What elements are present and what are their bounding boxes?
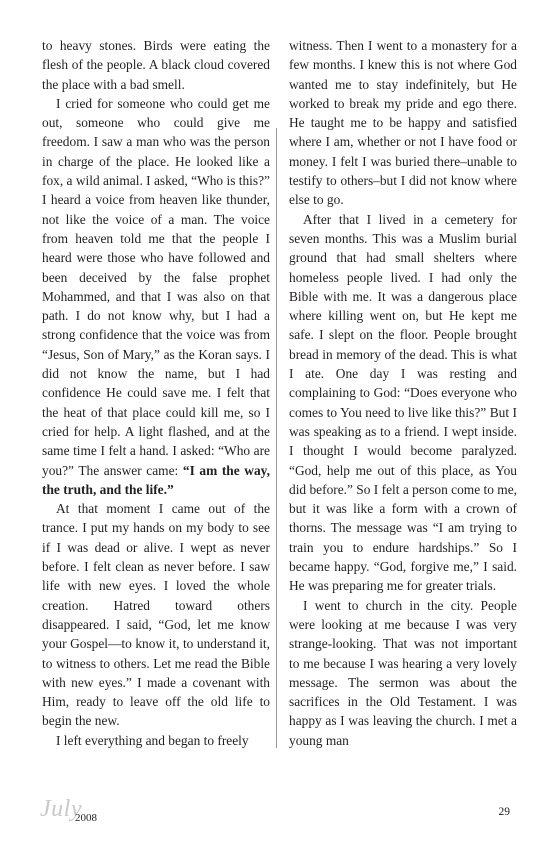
page-number: 29 — [498, 806, 510, 818]
left-column — [42, 36, 270, 750]
footer-month: July — [40, 796, 82, 822]
paragraph: witness. Then I went to a monastery for a few months. I knew this is not where God wanted me to stay indefinitely, but He worked to break my pride and ego there. He taught me to be happy and satisfied where I am, whether or not I have food or money. I felt I was buried there–unable to testify to others–but I did not know where else to go. — [289, 38, 517, 208]
paragraph — [42, 94, 270, 499]
paragraph: I went to church in the city. People were looking at me because I was very strange-looking. That was not important to me because I was hearing a very lovely message. The sermon was about the sacrifices in the Old Testament. I was happy as I was leaving the church. I met a young man — [289, 597, 517, 748]
paragraph: to heavy stones. Birds were eating the flesh of the people. A black cloud covered the place with a bad smell. — [42, 38, 270, 92]
column-divider — [276, 128, 277, 748]
paragraph-text: I cried for someone who could get me out, someone who could give me freedom. I saw a man who was the person in charge of the place. He looked like a fox, a wild animal. I asked, “Who is this?” I heard a voice from heaven like thunder, not like the voice of a man. The voice from heaven told me that the people I heard were those who have followed and been deceived by the false prophet Mohammed, and that I was also on that path. I do not know why, but I had a strong confidence that the voice was from “Jesus, Son of Mary,” as the Koran says. I did not know the name, but I had confidence He could save me. I felt that the heat of that place could kill me, so I cried for help. A light flashed, and at the same time I felt a hand. I asked: “Who are you?” The answer came: — [42, 95, 270, 478]
paragraph: I left everything and began to freely — [56, 732, 249, 748]
paragraph: After that I lived in a cemetery for seven months. This was a Muslim burial ground that had small shelters where homeless people lived. I had only the Bible with me. It was a dangerous place where killing went on, but He kept me safe. I slept on the floor. People brought bread in memory of the dead. This is what I ate. One day I was resting and complaining to God: “Does everyone who comes to You need to live like this?” But I was speaking as to a friend. I wept inside. I thought I would become paralyzed. “God, help me out of this place, as You did before.” So I felt a person come to me, but it was like a form with a crown of thorns. The message was “I am trying to train you to endure hardships.” So I became happy. “God, forgive me,” I said. He was preparing me for greater trials. — [289, 211, 517, 594]
footer-year: 2008 — [75, 812, 97, 824]
bold-quote: “I am the way, the truth, and the life.” — [42, 462, 270, 497]
paragraph: At that moment I came out of the trance. I put my hands on my body to see if I was dead or alive. I wept as never before. I felt clean as never before. I saw life with new eyes. I loved the whole creation. Hatred toward others disappeared. I said, “God, let me know your Gospel—to know it, to understand it, to witness to others. Let me read the Bible with new eyes.” I made a covenant with Him, ready to leave off the old life to begin the new. — [42, 501, 270, 729]
right-column — [289, 36, 517, 750]
